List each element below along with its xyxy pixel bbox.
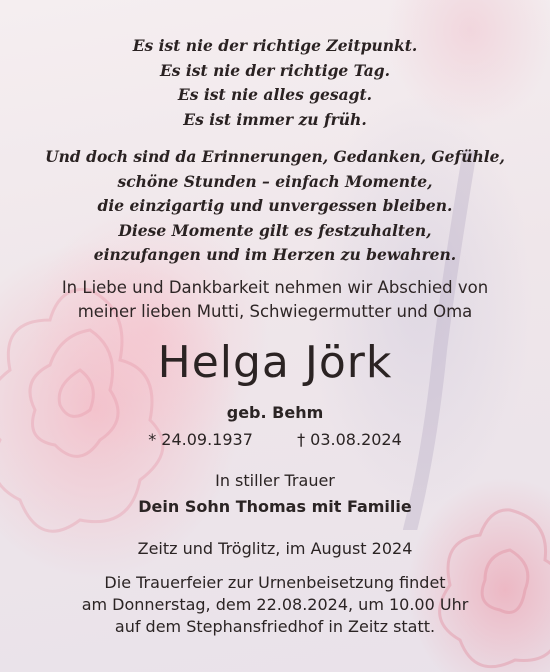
memories-line: die einzigartig und unvergessen bleiben.: [97, 196, 453, 215]
mourners-family: Dein Sohn Thomas mit Familie: [138, 497, 412, 516]
service-line: Die Trauerfeier zur Urnenbeisetzung findet: [104, 573, 446, 592]
poem-line: Es ist nie alles gesagt.: [177, 85, 373, 104]
birth-name: geb. Behm: [226, 403, 324, 422]
birth-date: * 24.09.1937: [148, 430, 253, 449]
mourning-label: In stiller Trauer: [215, 471, 335, 490]
poem-line: Es ist nie der richtige Tag.: [159, 60, 391, 80]
intro-line: meiner lieben Mutti, Schwiegermutter und Oma: [77, 302, 473, 321]
memories-line: einzufangen und im Herzen zu bewahren.: [93, 245, 457, 264]
deceased-name: Helga Jörk: [157, 337, 393, 388]
service-line: auf dem Stephansfriedhof in Zeitz statt.: [114, 617, 436, 636]
service-line: am Donnerstag, dem 22.08.2024, um 10.00 Uhr: [81, 595, 469, 614]
memories-line: Und doch sind da Erinnerungen, Gedanken, Gefühle,: [45, 147, 505, 166]
funeral-service-info: [0, 572, 550, 638]
poem-line: Es ist immer zu früh.: [183, 109, 367, 129]
place-and-date: Zeitz und Tröglitz, im August 2024: [137, 539, 413, 558]
memories-line: schöne Stunden – einfach Momente,: [117, 171, 433, 191]
farewell-intro: [0, 276, 550, 324]
memories-line: Diese Momente gilt es festzuhalten,: [118, 220, 432, 240]
poem-line: Es ist nie der richtige Zeitpunkt.: [132, 36, 418, 55]
life-dates: [0, 429, 550, 451]
intro-line: In Liebe und Dankbarkeit nehmen wir Abschied von: [61, 278, 489, 297]
memories-stanza: [0, 145, 550, 268]
death-date: † 03.08.2024: [297, 430, 402, 449]
poem-stanza: [0, 34, 550, 132]
